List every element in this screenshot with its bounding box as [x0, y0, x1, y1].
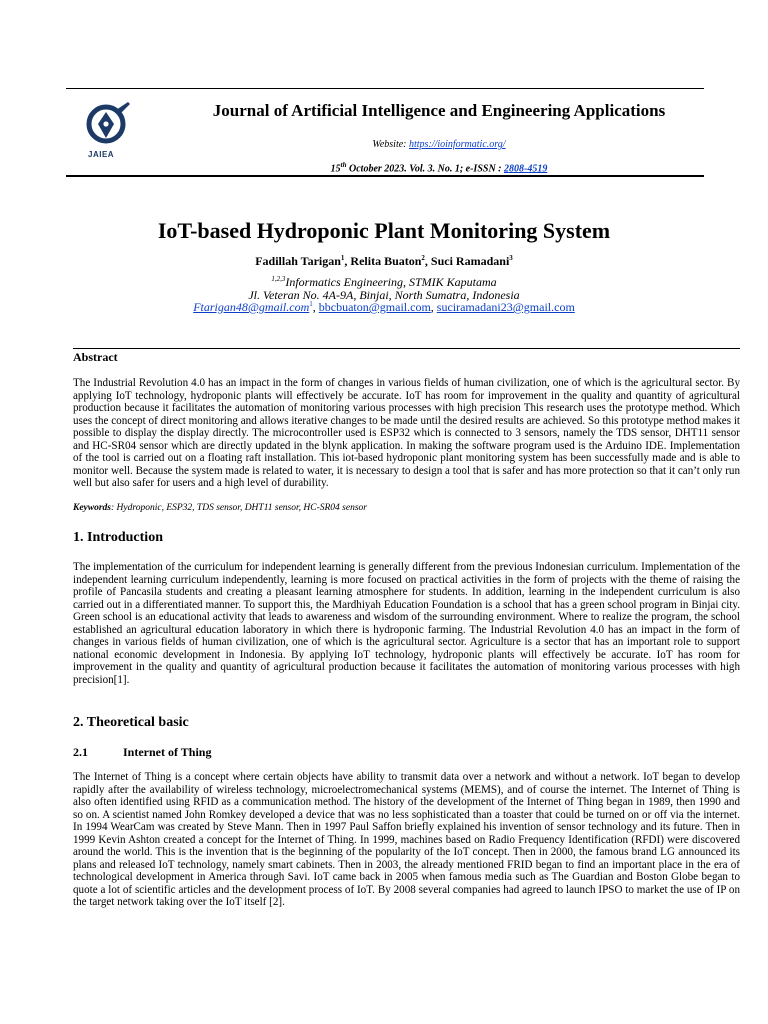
affiliation-line-2: Jl. Veteran No. 4A-9A, Binjai, North Sumatra, Indonesia [248, 288, 520, 302]
website-label: Website: [372, 139, 409, 150]
affiliation-text: Informatics Engineering, STMIK Kaputama [285, 275, 497, 289]
issue-line [150, 161, 728, 174]
email-mark: 1 [309, 300, 313, 308]
email-list [0, 300, 768, 315]
author-list [0, 254, 768, 269]
keywords-text: : Hydroponic, ESP32, TDS sensor, DHT11 sensor, HC-SR04 sensor [111, 503, 367, 513]
email-link[interactable]: Ftarigan48@gmail.com [193, 300, 310, 314]
email-link[interactable]: suciramadani23@gmail.com [436, 300, 575, 314]
abstract-text: The Industrial Revolution 4.0 has an impact in the form of changes in various fields of human civilization, one of which is the agricultural sector. By applying IoT technology, hydroponic plants will effectively be accurate. IoT has room for improvement in the quality and quantity of agricultural production because it facilitates the automation of monitoring various processes with high precision This research uses the prototype method. Which uses the concept of direct monitoring and allows iterative changes to be made until the desired results are achieved. So this prototype method makes it possible to display the display directly. The microcontroller used is ESP32 which is connected to 3 sensors, namely the TDS sensor, DHT11 sensor and HC-SR04 sensor which are directly updated in the blynk application. In making the software program used is the Arduino IDE. Implementation of the tool is carried out on a floating raft installation. This iot-based hydroponic plant monitoring system has been successfully made and is able to monitor well. Because the system made is related to water, it is necessary to design a tool that is safer and has more protection so that it can’t only run well but also safer for users and a high level of durability. [73, 377, 740, 489]
author-affil-mark: 3 [509, 254, 513, 262]
website-link[interactable]: https://ioinformatic.org/ [409, 139, 506, 150]
header-top-rule [66, 88, 704, 89]
author-name: , Suci Ramadani [424, 254, 510, 268]
issue-day-suffix: th [340, 161, 347, 169]
author-affil-mark: 2 [421, 254, 425, 262]
issue-text: October 2023. Vol. 3. No. 1; e-ISSN : [346, 163, 504, 175]
subsection-heading [73, 745, 211, 760]
section-heading-theoretical-basic: 2. Theoretical basic [73, 715, 189, 730]
affiliation-mark: 1,2,3 [271, 275, 286, 283]
issn-link[interactable]: 2808-4519 [504, 163, 548, 175]
introduction-text: The implementation of the curriculum for independent learning is generally different from the previous Indonesian curriculum. Implementation of the independent learning curriculum independently, learning is more focused on practical activities in the form of projects with the theme of raising the profile of Pancasila students and creating a pleasant learning atmosphere for students. In addition, learning in the independent curriculum is also carried out in a differentiated manner. To support this, the Mardhiyah Education Foundation is a school that has a green school program in Binjai city. Green school is an educational activity that leads to awareness and wisdom of the surrounding environment. Where to realize the program, the school established an agricultural education laboratory in which there is hydroponic farming. The Industrial Revolution 4.0 has an impact in the form of changes in various fields of human civilization, one of which is the agricultural sector. Agriculture is a sector that has an important role to support national economic development in Indonesia. By applying IoT technology, hydroponic plants will effectively be accurate. IoT has room for improvement in the quality and quantity of agricultural production because it facilitates the automation of monitoring various processes with high precision[1]. [73, 561, 740, 686]
keywords-line [73, 503, 367, 513]
author-affil-mark: 1 [340, 254, 345, 262]
subsection-title: Internet of Thing [123, 745, 212, 759]
abstract-heading: Abstract [73, 350, 118, 364]
website-line [150, 139, 728, 150]
logo-text: JAIEA [88, 150, 115, 159]
journal-title: Journal of Artificial Intelligence and Engineering Applications [212, 101, 666, 120]
email-link[interactable]: bbcbuaton@gmail.com [318, 300, 431, 314]
author-name: , Relita Buaton [344, 254, 422, 268]
abstract-rule [73, 348, 740, 349]
keywords-label: Keywords [73, 503, 111, 513]
author-name: Fadillah Tarigan [255, 254, 341, 268]
issue-day: 15 [330, 163, 341, 175]
section-heading-introduction: 1. Introduction [73, 530, 163, 545]
email-separator: , [430, 300, 437, 314]
internet-of-thing-text: The Internet of Thing is a concept where certain objects have ability to transmit data over a network and without a network. IoT began to develop rapidly after the availability of wireless technology, microelectromechanical systems (MEMS), and of course the internet. The Internet of Thing is also often identified using RFID as a communication method. The history of the development of the Internet of Thing began in 1989, then 1990 and so on. A scientist named John Romkey developed a device that was no less sophisticated than a toaster that could be turned on or off via the internet. In 1994 WearCam was created by Steve Mann. Then in 1997 Paul Saffon briefly explained his invention of sensor technology and its future. Then in 1999 Kevin Ashton created a concept for the Internet of Thing. In 1999, machines based on Radio Frequency Identification (RFDI) were discovered around the world. This is the invention that is the beginning of the popularity of the IoT concept. Then in 2000, the famous brand LG announced its plans and released IoT technology, namely smart cabinets. Then in 2003, the already mentioned FRID began to find an important place in the era of technological development in America through Savi. IoT came back in 2005 when famous media such as The Guardian and Boston Globe began to quote a lot of scientific articles and the development process of IoT. By 2008 several companies had agreed to launch IPSO to market the use of IP on the target network taking over the IoT itself [2]. [73, 771, 740, 908]
paper-title: IoT-based Hydroponic Plant Monitoring System [157, 218, 611, 243]
subsection-number: 2.1 [73, 745, 88, 759]
header-bottom-rule [66, 175, 704, 177]
email-separator: , [312, 300, 319, 314]
journal-logo [80, 100, 136, 164]
